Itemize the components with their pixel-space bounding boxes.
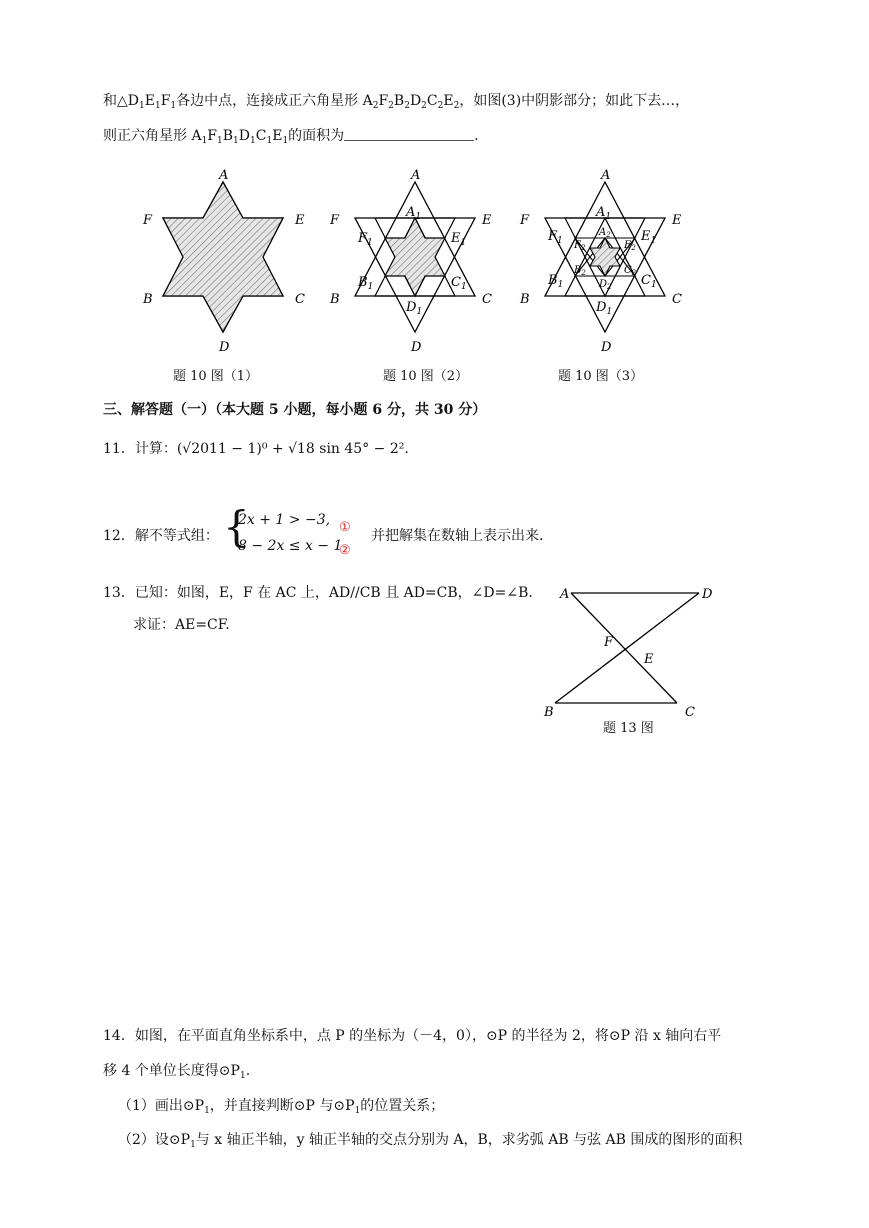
figure-10-2: [329, 168, 492, 355]
label-A: A: [601, 168, 611, 183]
svg-text:D2: $D_2$: [599, 279, 612, 291]
label-E: E: [482, 213, 492, 228]
figure-10-3: [519, 168, 682, 355]
q13-label-B: B: [544, 705, 554, 720]
svg-text:D1: $D_1$: [596, 300, 613, 317]
q13-label-E: E: [644, 652, 654, 667]
label-B: B: [520, 292, 530, 307]
intro-line-1: 和$\triangle D_1E_1F_1$各边中点，连接成正六角星形 $A_2F_2B_2D_2C_2E_2$，如图(3)中阴影部分；如此下去…，: [103, 93, 690, 111]
answer-blank[interactable]: [344, 128, 474, 141]
question-13-line-1: 13．已知：如图，E，F 在 AC 上，AD//CB 且 AD=CB，∠D=∠B.: [103, 585, 533, 601]
question-13-line-2: 求证：AE=CF.: [133, 617, 230, 633]
label-B: B: [330, 292, 340, 307]
intro-line-2: 则正六角星形 $A_1F_1B_1D_1C_1E_1$的面积为 .: [103, 128, 479, 146]
question-14-part-2: （2）设$⊙P_1$与 x 轴正半轴，y 轴正半轴的交点分别为 A，B，求劣弧 AB 与弦 AB 围成的图形的面积: [118, 1132, 743, 1150]
label-D: D: [601, 340, 612, 355]
shaded-hexagram-2: [385, 218, 445, 296]
svg-text:E1: $E_1$: [641, 229, 657, 246]
label-A: A: [219, 168, 229, 183]
section-3-title: 三、解答题（一）（本大题 5 小题，每小题 6 分，共 30 分）: [103, 402, 487, 418]
label-F: F: [520, 213, 530, 228]
q13-label-D: D: [702, 587, 713, 602]
svg-text:B2: $B_2$: [574, 265, 586, 277]
label-F: F: [143, 213, 153, 228]
svg-text:C1: $C_1$: [641, 273, 657, 290]
figure-10-1: [142, 168, 305, 355]
figure-13: [540, 578, 740, 738]
svg-text:C2: $C_2$: [624, 265, 637, 277]
figure-10-group: [130, 160, 700, 390]
svg-text:F1: $F_1$: [358, 231, 373, 248]
svg-text:F2: $F_2$: [574, 240, 586, 252]
label-D: D: [219, 340, 230, 355]
svg-text:B1: $B_1$: [548, 273, 564, 290]
label-D: D: [411, 340, 422, 355]
svg-text:E1: $E_1$: [451, 231, 467, 248]
q13-label-F: F: [604, 635, 614, 650]
svg-text:E2: $E_2$: [624, 240, 636, 252]
svg-text:A1: $A_1$: [596, 205, 612, 222]
inequality-2: 8 − 2x ≤ x − 1: [238, 538, 343, 554]
svg-text:A1: $A_1$: [406, 205, 422, 222]
caption-fig-10-1: 题 10 图（1）: [173, 369, 259, 384]
svg-text:C1: $C_1$: [451, 275, 467, 292]
label-E: E: [295, 213, 305, 228]
caption-fig-13: 题 13 图: [603, 721, 654, 736]
svg-text:D1: $D_1$: [406, 300, 423, 317]
caption-fig-10-2: 题 10 图（2）: [383, 369, 469, 384]
question-12-label: 12．解不等式组：: [103, 528, 219, 544]
svg-text:A2: $A_2$: [599, 227, 611, 239]
question-14-part-1: （1）画出$⊙P_1$，并直接判断⊙P 与$⊙P_1$的位置关系；: [118, 1098, 445, 1116]
caption-fig-10-3: 题 10 图（3）: [558, 369, 644, 384]
shaded-hexagram-1: [163, 182, 283, 332]
q13-label-C: C: [685, 705, 695, 720]
label-E: E: [672, 213, 682, 228]
q13-label-A: A: [560, 587, 570, 602]
system-brace: {: [223, 502, 250, 551]
inequality-1: 2x + 1 > −3,: [238, 512, 331, 528]
question-14-line-2: 移 4 个单位长度得$⊙P_1$.: [103, 1063, 251, 1081]
svg-text:F1: $F_1$: [548, 229, 563, 246]
question-11: 11．计算：(√2011 − 1)⁰ + √18 sin 45° − 2².: [103, 441, 409, 457]
shaded-hexagram-3: [590, 238, 620, 276]
label-C: C: [672, 292, 682, 307]
label-A: A: [411, 168, 421, 183]
label-C: C: [482, 292, 492, 307]
label-B: B: [143, 292, 153, 307]
mark-2: ②: [339, 543, 351, 558]
svg-text:B1: $B_1$: [358, 275, 374, 292]
label-F: F: [330, 213, 340, 228]
label-C: C: [295, 292, 305, 307]
question-14-line-1: 14．如图，在平面直角坐标系中，点 P 的坐标为（－4，0），⊙P 的半径为 2，将⊙P 沿 x 轴向右平: [103, 1028, 722, 1044]
question-12-suffix: 并把解集在数轴上表示出来.: [371, 528, 544, 544]
mark-1: ①: [339, 520, 351, 535]
